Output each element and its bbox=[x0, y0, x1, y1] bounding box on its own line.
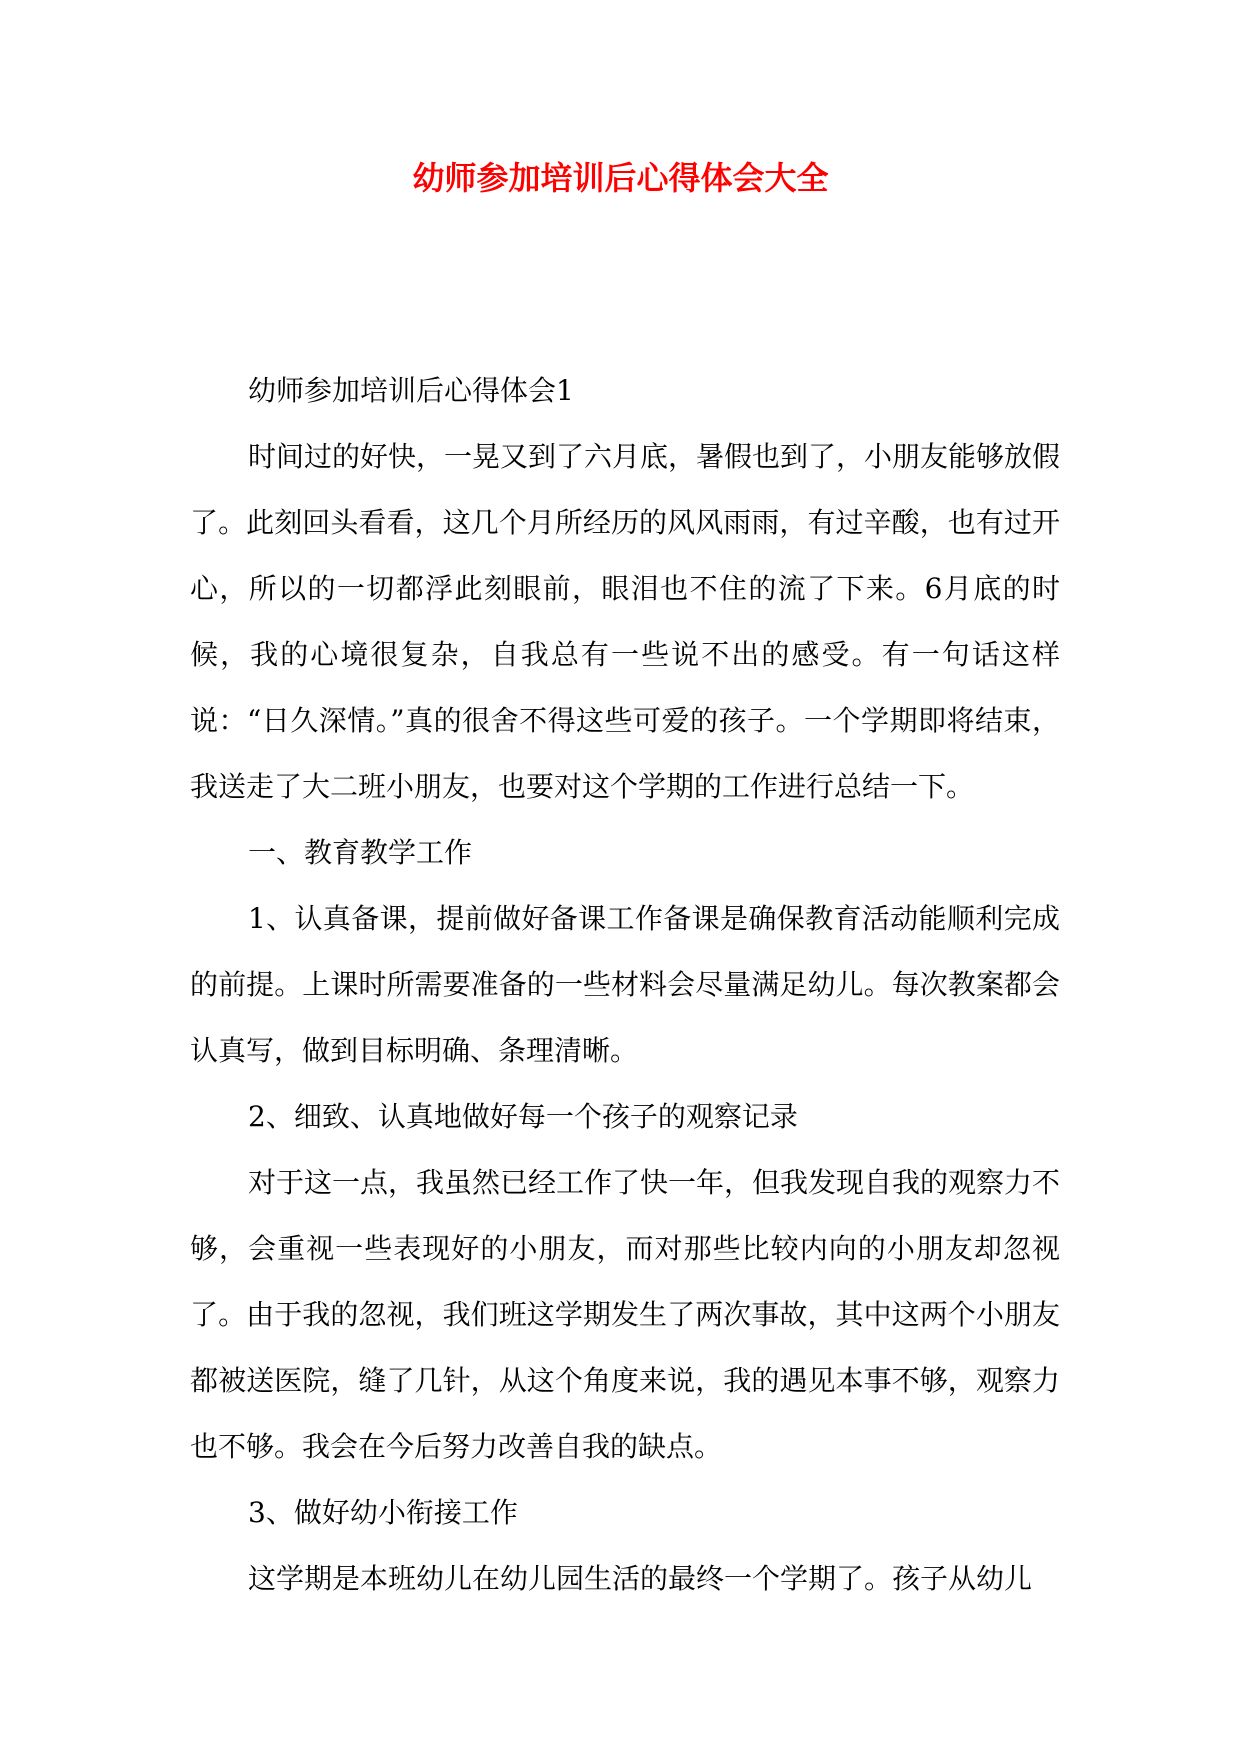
document-title: 幼师参加培训后心得体会大全 bbox=[412, 159, 829, 197]
subheading-transition: 3、做好幼小衔接工作 bbox=[248, 1496, 518, 1529]
paragraph-intro: 时间过的好快，一晃又到了六月底，暑假也到了，小朋友能够放假了。此刻回头看看，这几个月所经历的风风雨雨，有过辛酸，也有过开心，所以的一切都浮此刻眼前，眼泪也不住的流了下来。6月底的时候，我的心境很复杂，自我总有一些说不出的感受。有一句话这样说：“日久深情。”真的很舍不得这些可爱的孩子。一个学期即将结束，我送走了大二班小朋友，也要对这个学期的工作进行总结一下。 bbox=[190, 440, 1061, 803]
subheading-observation: 2、细致、认真地做好每一个孩子的观察记录 bbox=[248, 1100, 798, 1133]
paragraph-lesson-prep: 1、认真备课，提前做好备课工作备课是确保教育活动能顺利完成的前提。上课时所需要准备的一些材料会尽量满足幼儿。每次教案都会认真写，做到目标明确、条理清晰。 bbox=[190, 902, 1060, 1067]
paragraph-observation: 对于这一点，我虽然已经工作了快一年，但我发现自我的观察力不够，会重视一些表现好的小朋友，而对那些比较内向的小朋友却忽视了。由于我的忽视，我们班这学期发生了两次事故，其中这两个小朋友都被送医院，缝了几针，从这个角度来说，我的遇见本事不够，观察力也不够。我会在今后努力改善自我的缺点。 bbox=[190, 1166, 1061, 1463]
section-heading-1: 幼师参加培训后心得体会1 bbox=[248, 374, 574, 407]
section-heading-teaching: 一、教育教学工作 bbox=[248, 836, 473, 869]
paragraph-transition: 这学期是本班幼儿在幼儿园生活的最终一个学期了。孩子从幼儿 bbox=[248, 1562, 1033, 1595]
document-body bbox=[190, 358, 1060, 1612]
